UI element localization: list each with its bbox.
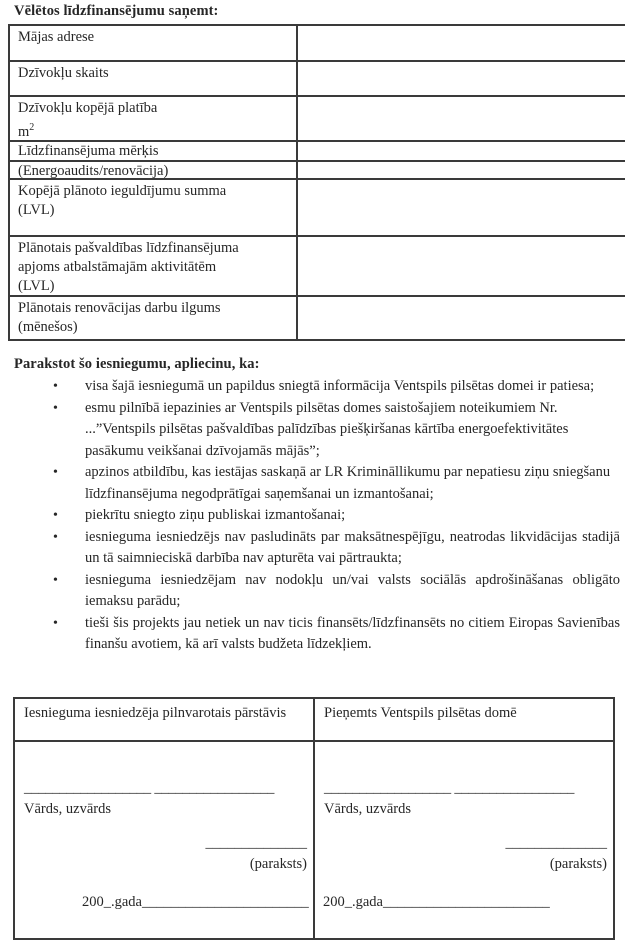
name-surname-label: Vārds, uzvārds [324, 801, 411, 817]
declaration-item-text: iesnieguma iesniedzējs nav pasludināts par maksātnespējīgu, neatrodas likvidācijas stadijā un tā saimnieciskā darbība nav apturēta vai pārtraukta; [85, 528, 620, 566]
declaration-item [14, 613, 620, 656]
table-row [10, 162, 625, 180]
renovation-duration-value-cell[interactable] [298, 297, 625, 339]
table-row [10, 97, 625, 142]
total-area-value-cell[interactable] [298, 97, 625, 140]
row-label-text: (mēnešos) [18, 319, 78, 335]
table-row [10, 237, 625, 297]
declaration-list [14, 376, 620, 656]
row-label-text: (LVL) [18, 278, 55, 294]
declaration-item [14, 462, 620, 505]
row-label [10, 297, 298, 339]
declaration-item [14, 505, 620, 527]
row-label-text: (LVL) [18, 202, 55, 218]
row-label-text: Mājas adrese [18, 29, 95, 45]
name-blank-line[interactable]: __________________ _________________ [324, 780, 575, 796]
declaration-item-text: apzinos atbildību, kas iestājas saskaņā ar LR Krimināllikumu par nepatiesu ziņu sniegšanu līdzfinansējuma negodprātīgai saņemšanai un izmantošanai; [85, 464, 611, 502]
row-label-text: (Energoaudits/renovācija) [18, 163, 169, 179]
signature-table-body-row [15, 742, 613, 938]
signature-blank-line[interactable]: ______________ [205, 835, 307, 851]
row-label-text: Plānotais pašvaldības līdzfinansējuma [18, 240, 239, 256]
signature-blank-line[interactable]: ______________ [505, 835, 607, 851]
accepted-by-council-header: Pieņemts Ventspils pilsētas domē [324, 705, 517, 721]
bullet-icon: • [53, 508, 58, 523]
date-blank-line[interactable]: 200_.gada_______________________ [82, 894, 309, 910]
declaration-section [14, 356, 620, 656]
declaration-item [14, 570, 620, 613]
declaration-item [14, 527, 620, 570]
signature-label: (paraksts) [249, 856, 307, 872]
declaration-item-text: piekrītu sniegto ziņu publiskai izmantošanai; [85, 507, 346, 523]
bullet-icon: • [53, 379, 58, 394]
bullet-icon: • [53, 400, 58, 416]
row-label [10, 26, 298, 60]
bullet-icon: • [53, 572, 58, 588]
name-surname-label: Vārds, uzvārds [24, 801, 111, 817]
table-row [10, 62, 625, 97]
row-label-text: Dzīvokļu kopējā platība [18, 100, 158, 116]
energoaudit-renovation-value-cell[interactable] [298, 162, 625, 178]
house-address-value-cell[interactable] [298, 26, 625, 60]
total-investment-value-cell[interactable] [298, 180, 625, 235]
name-blank-line[interactable]: __________________ _________________ [24, 780, 275, 796]
declaration-item-text: tieši šis projekts jau netiek un nav ticis finansēts/līdzfinansēts no citiem Eiropas Savienības finanšu avotiem, kā arī valsts budžeta līdzekļiem. [85, 614, 620, 652]
signature-label: (paraksts) [549, 856, 607, 872]
bullet-icon: • [53, 465, 58, 480]
date-blank-line[interactable]: 200_.gada_______________________ [323, 894, 550, 910]
council-signature-cell [315, 742, 613, 938]
row-label-text: apjoms atbalstāmajām aktivitātēm [18, 259, 217, 275]
row-label-text: Plānotais renovācijas darbu ilgums [18, 300, 221, 316]
bullet-icon: • [53, 615, 58, 631]
table-row [10, 297, 625, 341]
apartment-count-value-cell[interactable] [298, 62, 625, 95]
declaration-heading: Parakstot šo iesniegumu, apliecinu, ka: [14, 356, 260, 372]
table-row [10, 180, 625, 237]
purpose-value-cell[interactable] [298, 142, 625, 160]
row-label-text: Līdzfinansējuma mērķis [18, 143, 159, 159]
municipal-cofinancing-value-cell[interactable] [298, 237, 625, 295]
row-label-text: Kopējā plānoto ieguldījumu summa [18, 183, 227, 199]
row-label [10, 97, 298, 140]
row-label-text: Dzīvokļu skaits [18, 65, 109, 81]
row-label [10, 180, 298, 235]
signature-table [13, 697, 615, 940]
row-label [10, 162, 298, 178]
row-label-text: $m^2$ [18, 122, 35, 140]
declaration-item-text: iesnieguma iesniedzējam nav nodokļu un/vai valsts sociālās apdrošināšanas obligāto iemaksu parādu; [85, 571, 620, 609]
row-label [10, 62, 298, 95]
declaration-item [14, 376, 620, 398]
table-row [10, 26, 625, 62]
table-row [10, 142, 625, 162]
co-financing-section-title: Vēlētos līdzfinansējumu saņemt: [14, 3, 219, 19]
declaration-item-text: visa šajā iesniegumā un papildus sniegtā informācija Ventspils pilsētas domei ir patiesa; [85, 378, 595, 394]
applicant-representative-header: Iesnieguma iesniedzēja pilnvarotais pārstāvis [15, 699, 315, 740]
signature-table-header-row [15, 699, 613, 742]
row-label [10, 237, 298, 295]
row-label [10, 142, 298, 160]
declaration-item [14, 398, 620, 463]
co-financing-table [8, 24, 625, 341]
applicant-signature-cell [15, 742, 315, 938]
bullet-icon: • [53, 529, 58, 545]
declaration-item-text: esmu pilnībā iepazinies ar Ventspils pilsētas domes saistošajiem noteikumiem Nr. ...”Ventspils pilsētas pašvaldības palīdzības piešķiršanas kārtība energoefektivitātes pasākumu veikšanai dzīvojamās mājās”; [85, 399, 569, 459]
